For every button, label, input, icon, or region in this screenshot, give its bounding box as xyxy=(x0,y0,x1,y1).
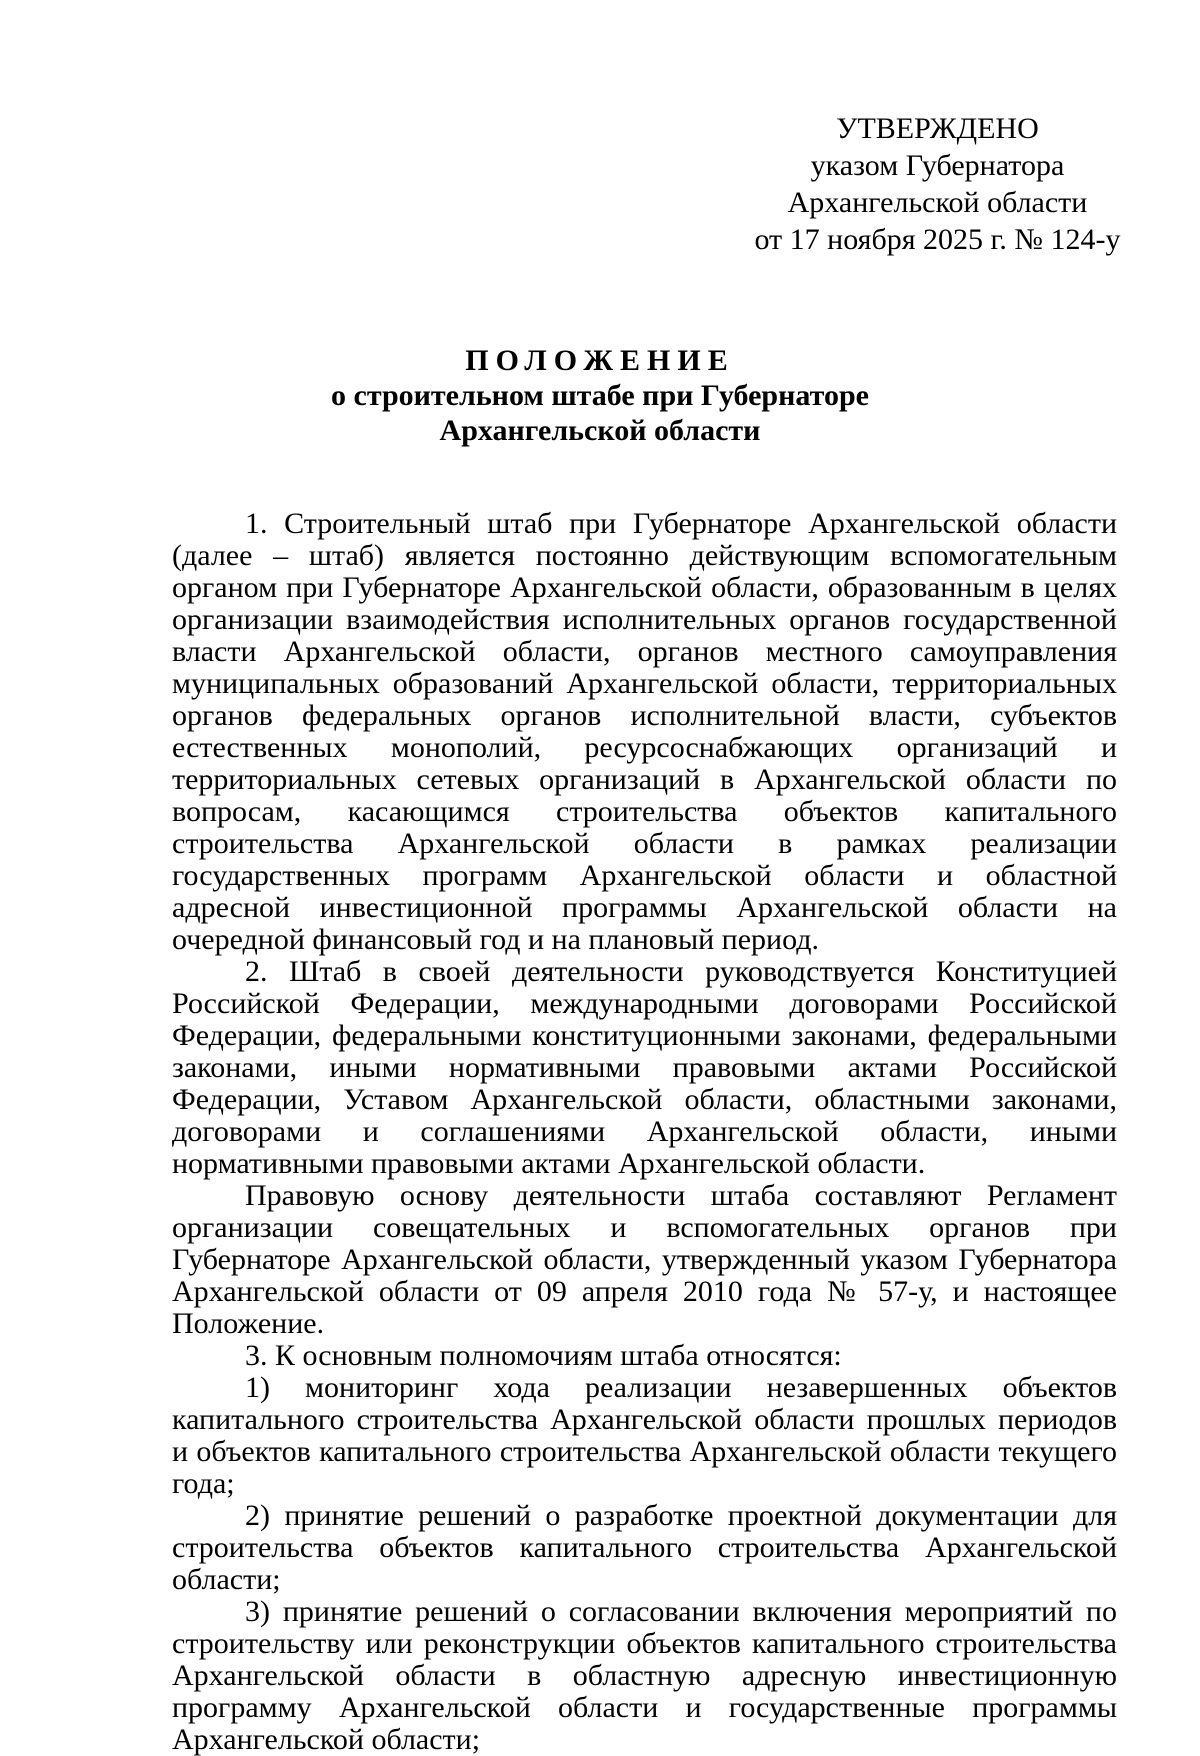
title-main: ПОЛОЖЕНИЕ xyxy=(465,344,735,377)
approval-stamp xyxy=(735,110,1140,258)
approval-region: Архангельской области xyxy=(787,186,1088,219)
title-subtitle-line-2: Архангельской области xyxy=(439,414,761,447)
paragraph-3: 3. К основным полномочиям штаба относятся: xyxy=(245,1339,842,1372)
list-item-2: 2) принятие решений о разработке проектной документации для строительства объектов капитального строительства Архангельской области; xyxy=(172,1499,1117,1596)
document-body xyxy=(172,508,1117,1756)
approval-by-decree: указом Губернатора xyxy=(810,149,1065,182)
paragraph-legal-basis: Правовую основу деятельности штаба составляют Регламент организации совещательных и вспомогательных органов при Губернаторе Архангельской области, утвержденный указом Губернатора Архангельской области от 09 апреля 2010 года № 57-у, и настоящее Положение. xyxy=(172,1179,1117,1340)
list-item-1: 1) мониторинг хода реализации незавершенных объектов капитального строительства Архангельской области прошлых периодов и объектов капитального строительства Архангельской области текущего года; xyxy=(172,1371,1117,1500)
title-subtitle-line-1: о строительном штабе при Губернаторе xyxy=(331,379,869,412)
approval-heading: УТВЕРЖДЕНО xyxy=(836,112,1039,145)
paragraph-1: 1. Строительный штаб при Губернаторе Архангельской области (далее – штаб) является постоянно действующим вспомогательным органом при Губернаторе Архангельской области, образованным в целях организации взаимодействия исполнительных органов государственной власти Архангельской области, органов местного самоуправления муниципальных образований Архангельской области, территориальных органов федеральных органов исполнительной власти, субъектов естественных монополий, ресурсоснабжающих организаций и территориальных сетевых организаций в Архангельской области по вопросам, касающимся строительства объектов капитального строительства Архангельской области в рамках реализации государственных программ Архангельской области и областной адресной инвестиционной программы Архангельской области на очередной финансовый год и на плановый период. xyxy=(172,507,1117,956)
document-title xyxy=(150,343,1050,448)
approval-date-number: от 17 ноября 2025 г. № 124-у xyxy=(754,223,1121,256)
list-item-3: 3) принятие решений о согласовании включения мероприятий по строительству или реконструкции объектов капитального строительства Архангельской области в областную адресную инвестиционную программу Архангельской области и государственные программы Архангельской области; xyxy=(172,1595,1117,1756)
paragraph-2: 2. Штаб в своей деятельности руководствуется Конституцией Российской Федерации, международными договорами Российской Федерации, федеральными конституционными законами, федеральными законами, иными нормативными правовыми актами Российской Федерации, Уставом Архангельской области, областными законами, договорами и соглашениями Архангельской области, иными нормативными правовыми актами Архангельской области. xyxy=(172,955,1117,1180)
